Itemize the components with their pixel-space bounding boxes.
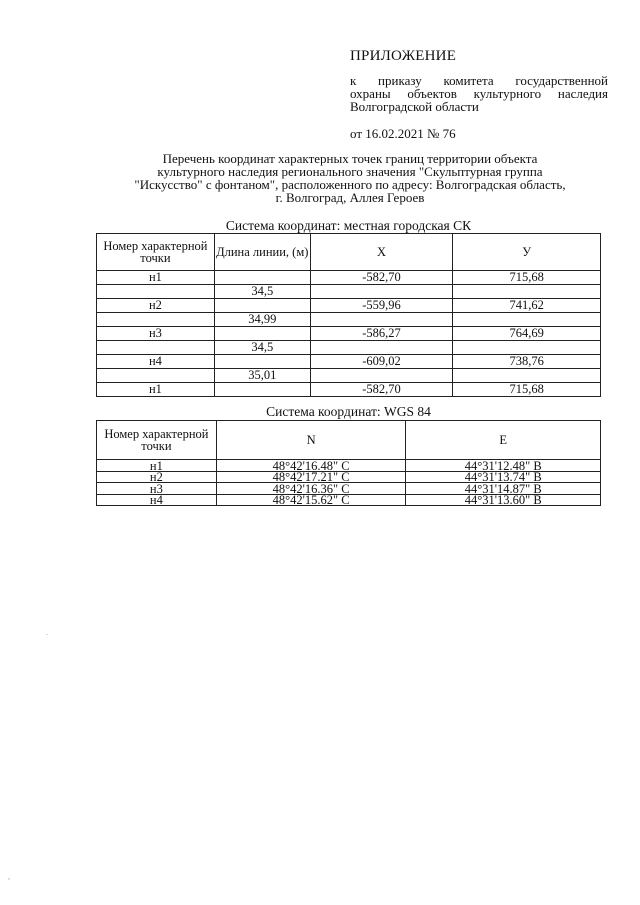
length-cell: 34,5 [214, 285, 310, 299]
order-reference-line: к приказу комитета государственной [350, 73, 608, 88]
column-header-point: Номер характерной точки [97, 234, 215, 271]
table-row [97, 285, 601, 299]
column-header-length: Длина линии, (м) [214, 234, 310, 271]
document-title-line: культурного наследия регионального значения "Скульптурная группа [157, 164, 543, 179]
length-cell [214, 355, 310, 369]
document-title-line: г. Волгоград, Аллея Героев [275, 190, 425, 205]
point-cell: н1 [97, 383, 215, 397]
x-cell [310, 341, 453, 355]
point-cell [97, 313, 215, 327]
x-cell: -586,27 [310, 327, 453, 341]
x-cell: -559,96 [310, 299, 453, 313]
latitude-cell: 48°42'16.36" С [216, 483, 406, 495]
table-row [97, 383, 601, 397]
document-title [90, 152, 610, 204]
point-cell [97, 369, 215, 383]
longitude-cell: 44°31'12.48" В [406, 460, 601, 472]
latitude-cell: 48°42'17.21" С [216, 471, 406, 483]
table-header-row [97, 234, 601, 271]
latitude-cell: 48°42'16.48" С [216, 460, 406, 472]
table-row [97, 271, 601, 285]
y-cell: 738,76 [453, 355, 601, 369]
length-cell: 34,5 [214, 341, 310, 355]
point-cell: н2 [97, 299, 215, 313]
length-cell: 34,99 [214, 313, 310, 327]
y-cell [453, 313, 601, 327]
appendix-heading: ПРИЛОЖЕНИЕ [350, 48, 457, 64]
point-cell: н3 [97, 483, 217, 495]
point-cell [97, 341, 215, 355]
table-row [97, 299, 601, 313]
point-cell: н1 [97, 271, 215, 285]
scan-speck: , [8, 872, 10, 881]
x-cell [310, 369, 453, 383]
point-cell: н1 [97, 460, 217, 472]
x-cell: -582,70 [310, 271, 453, 285]
x-cell: -609,02 [310, 355, 453, 369]
x-cell [310, 313, 453, 327]
order-reference-line: охраны объектов культурного наследия [350, 86, 608, 101]
table-row [97, 341, 601, 355]
document-title-line: Перечень координат характерных точек границ территории объекта [162, 151, 538, 166]
document-title-line: "Искусство" с фонтаном", расположенного по адресу: Волгоградская область, [134, 177, 566, 192]
wgs-coordinates-table [96, 420, 601, 506]
column-header-x: X [310, 234, 453, 271]
latitude-cell: 48°42'15.62" С [216, 494, 406, 506]
local-coordinates-caption: Система координат: местная городская СК [225, 218, 472, 233]
length-cell [214, 271, 310, 285]
column-header-y: У [453, 234, 601, 271]
y-cell: 764,69 [453, 327, 601, 341]
longitude-cell: 44°31'14.87" В [406, 483, 601, 495]
y-cell [453, 369, 601, 383]
y-cell: 715,68 [453, 271, 601, 285]
length-cell: 35,01 [214, 369, 310, 383]
table-row [97, 313, 601, 327]
column-header-e: E [406, 421, 601, 460]
table-row [97, 327, 601, 341]
table-header-row [97, 421, 601, 460]
y-cell: 741,62 [453, 299, 601, 313]
order-reference [350, 74, 608, 113]
longitude-cell: 44°31'13.74" В [406, 471, 601, 483]
scan-speck: . [46, 628, 48, 637]
table-row [97, 355, 601, 369]
y-cell [453, 285, 601, 299]
order-date: от 16.02.2021 № 76 [350, 126, 456, 141]
x-cell: -582,70 [310, 383, 453, 397]
y-cell: 715,68 [453, 383, 601, 397]
point-cell: н2 [97, 471, 217, 483]
y-cell [453, 341, 601, 355]
local-coordinates-table [96, 233, 601, 397]
length-cell [214, 383, 310, 397]
length-cell [214, 327, 310, 341]
table-row [97, 471, 601, 483]
point-cell: н3 [97, 327, 215, 341]
point-cell: н4 [97, 355, 215, 369]
wgs-coordinates-caption: Система координат: WGS 84 [266, 404, 431, 419]
x-cell [310, 285, 453, 299]
table-row [97, 494, 601, 506]
column-header-n: N [216, 421, 406, 460]
column-header-point: Номер характерной точки [97, 421, 217, 460]
longitude-cell: 44°31'13.60" В [406, 494, 601, 506]
point-cell [97, 285, 215, 299]
length-cell [214, 299, 310, 313]
table-row [97, 369, 601, 383]
point-cell: н4 [97, 494, 217, 506]
order-reference-line: Волгоградской области [350, 99, 479, 114]
